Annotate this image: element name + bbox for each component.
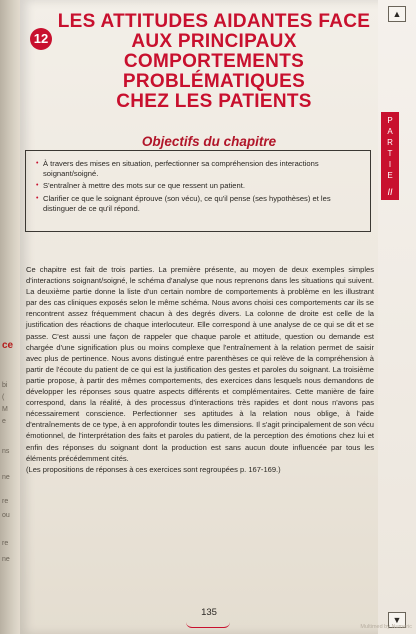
watermark: Multimed by Numeric (360, 624, 412, 630)
facing-page-fragment: ce (2, 340, 14, 351)
page-number: 135 (201, 607, 217, 618)
objective-item (36, 194, 362, 214)
chapter-title-line: PROBLÉMATIQUES (122, 71, 306, 92)
facing-page-fragment: re (2, 540, 9, 547)
chapter-title (44, 12, 384, 112)
facing-page-fragment: ns (2, 448, 10, 455)
facing-page-fragment: ( (2, 394, 5, 401)
arrow-up-icon: ▲ (388, 6, 406, 22)
facing-page-edge (0, 0, 22, 634)
objective-item (36, 181, 362, 191)
part-tab-letter: E (387, 171, 393, 180)
arrow-down-icon: ▼ (388, 612, 406, 628)
facing-page-fragment: ne (2, 474, 10, 481)
part-tab-letter: R (387, 138, 393, 147)
bullet-icon: • (36, 182, 39, 190)
part-tab-letter: A (387, 127, 393, 136)
facing-page-fragment: ne (2, 556, 10, 563)
objectives-list (36, 159, 362, 214)
part-tab-letter: I (388, 160, 392, 169)
part-tab-letter: P (387, 116, 393, 125)
page-number-underline (186, 622, 230, 628)
facing-page-fragment: re (2, 498, 9, 505)
body-note: (Les propositions de réponses à ces exercices sont regroupées p. 167-169.) (26, 464, 281, 474)
facing-page-fragment: M (2, 406, 8, 413)
part-tab-letter: T (387, 149, 393, 158)
objective-text: S'entraîner à mettre des mots sur ce que ressent un patient. (43, 181, 245, 191)
chapter-intro-paragraph (26, 264, 374, 475)
objective-item (36, 159, 362, 179)
book-page (20, 0, 398, 634)
bullet-icon: • (36, 194, 39, 202)
part-number: II (387, 187, 393, 197)
objective-text: À travers des mises en situation, perfectionner sa compréhension des interactions soignant/soigné. (43, 159, 319, 179)
chapter-header (30, 8, 390, 112)
objective-text: Clarifier ce que le soignant éprouve (son vécu), ce qu'il pense (ses hypothèses) et les distinguer de ce qu'il répond. (43, 193, 331, 213)
chapter-title-line: CHEZ LES PATIENTS (116, 91, 312, 112)
facing-page-fragment: ou (2, 512, 10, 519)
chapter-title-line: LES ATTITUDES AIDANTES FACE (57, 11, 371, 32)
facing-page-fragment: e (2, 418, 6, 425)
part-tab-marker (381, 112, 399, 200)
objectives-heading: Objectifs du chapitre (141, 134, 277, 149)
body-text: Ce chapitre est fait de trois parties. La première présente, au moyen de deux exemples simples d'interactions soignant/soigné, le schéma d'analyse que nous reprenons dans les situations qui suivent. La deuxième partie donne la liste d'un certain nombre de comportements à problème en les illustrant par des cas cliniques exposés selon le même schéma. Nous avons choisi ces comportements car ils se rencontrent assez fréquemment chacun à des degrés divers. La colonne de droite est celle de la justification des réactions de chaque interlocuteur. Elle correspond à une analyse de ce qui se dit et se passe. C'est aussi une façon de rappeler que chaque parole et attitude, question ou demande est chargée d'une signification plus ou moins complexe que l'entraînement à la relation permet de saisir avec plus de pertinence. Nous avons distingué entre parenthèses ce qui relève de la compréhension à partir de l'écoute du patient de ce qui est la justification des gestes et paroles du soignant. La troisième partie propose, à partir des mêmes comportements, des exercices dans lesquels nous demandons de développer les réponses sous quatre aspects différents et complémentaires. Cette manière de faire correspond, dans la réalité, à des processus d'interactions très rapides et dont nous n'avons pas nécessairement conscience. Perfectionner ses aptitudes à la relation nous oblige, à l'aide d'entraînements de ce type, à en approfondir toutes les dimensions. Il s'agit principalement de son vécu émotionnel, de l'interprétation des faits et paroles du patient, de la perception des émotions chez lui et enfin des réponses du soignant dont la production est sans aucun doute influencée par tous les éléments précédemment cités. (26, 265, 374, 463)
part-side-tab (378, 0, 416, 634)
bullet-icon: • (36, 160, 39, 167)
facing-page-fragment: bi (2, 382, 8, 389)
objectives-box (25, 150, 371, 232)
chapter-title-line: AUX PRINCIPAUX COMPORTEMENTS (123, 31, 305, 72)
chapter-number-badge: 12 (30, 28, 52, 50)
